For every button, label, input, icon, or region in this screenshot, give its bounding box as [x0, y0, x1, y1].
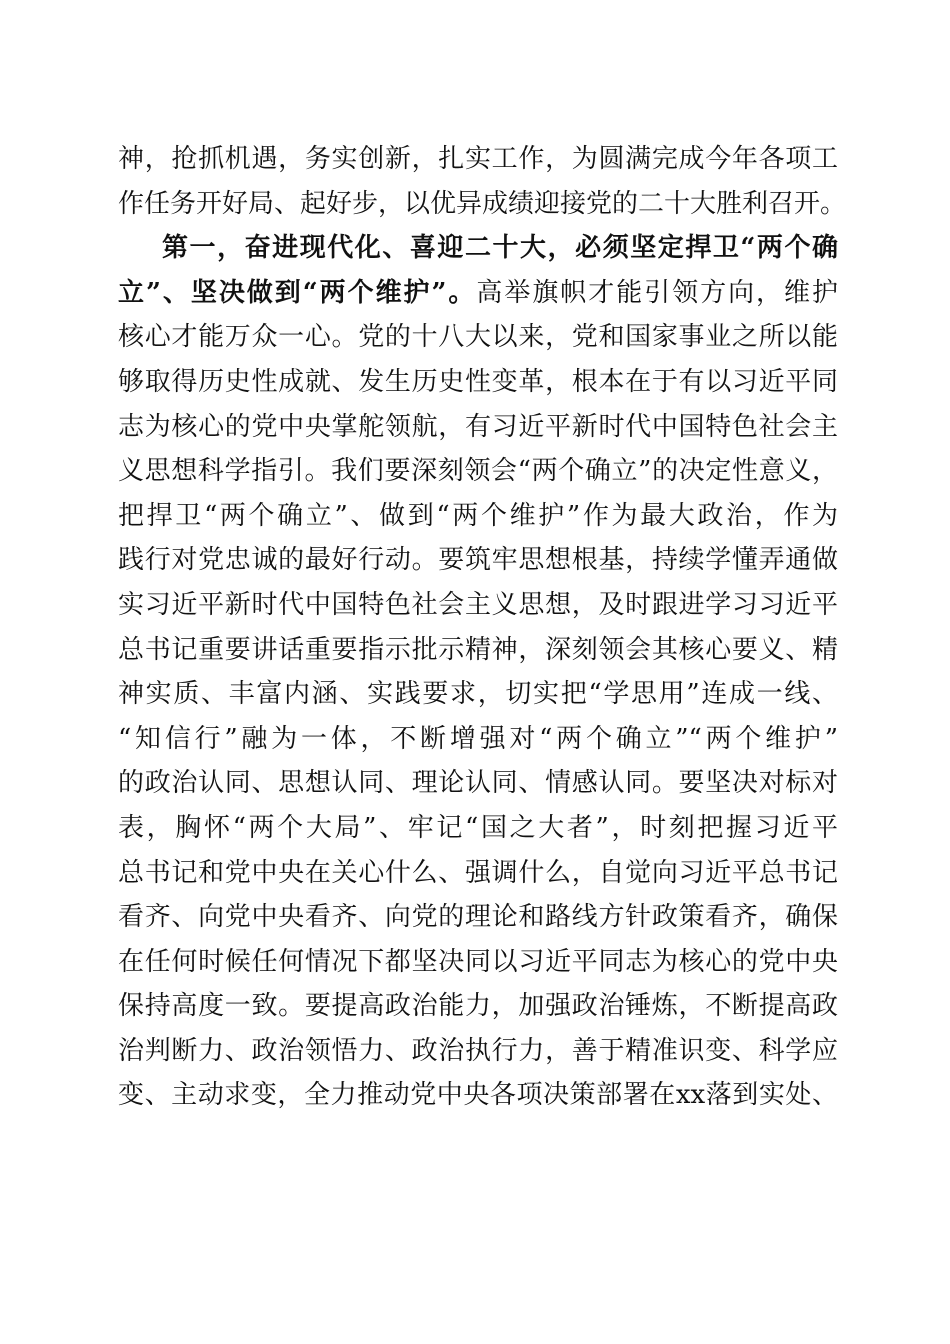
paragraph-2-line: 核心才能万众一心。党的十八大以来，党和国家事业之所以能 [118, 322, 838, 353]
paragraph-2-line: 义思想科学指引。我们要深刻领会“两个确立”的决定性意义， [118, 456, 838, 487]
paragraph-2-line: 实习近平新时代中国特色社会主义思想，及时跟进学习习近平 [118, 589, 838, 620]
paragraph-2-line: 践行对党忠诚的最好行动。要筑牢思想根基，持续学懂弄通做 [118, 545, 838, 576]
paragraph-2-line: 表，胸怀“两个大局”、牢记“国之大者”，时刻把握习近平 [118, 812, 838, 843]
paragraph-2-line: 治判断力、政治领悟力、政治执行力，善于精准识变、科学应 [118, 1035, 838, 1066]
paragraph-2-line: 看齐、向党中央看齐、向党的理论和路线方针政策看齐，确保 [118, 902, 838, 933]
paragraph-1-line-1: 神，抢抓机遇，务实创新，扎实工作，为圆满完成今年各项工 [118, 144, 838, 174]
section-heading-line-1: 第一，奋进现代化、喜迎二十大，必须坚定捍卫“两个确 [162, 233, 838, 264]
paragraph-2-line: 变、主动求变，全力推动党中央各项决策部署在xx落到实处、 [118, 1080, 838, 1111]
paragraph-2-line: 把捍卫“两个确立”、做到“两个维护”作为最大政治，作为 [118, 500, 838, 531]
paragraph-2-line: 的政治认同、思想认同、理论认同、情感认同。要坚决对标对 [118, 768, 838, 799]
paragraph-2-line: 保持高度一致。要提高政治能力，加强政治锤炼，不断提高政 [118, 991, 838, 1022]
section-heading-part-2: 立”、坚决做到“两个维护”。 [118, 277, 477, 308]
paragraph-2-line: 总书记重要讲话重要指示批示精神，深刻领会其核心要义、精 [118, 634, 838, 665]
paragraph-2-line: “知信行”融为一体，不断增强对“两个确立”“两个维护” [118, 723, 838, 754]
paragraph-2-line: 神实质、丰富内涵、实践要求，切实把“学思用”连成一线、 [118, 679, 838, 710]
body-text [118, 137, 847, 1118]
section-heading-line-2 [118, 271, 838, 316]
paragraph-2-line: 够取得历史性成就、发生历史性变革，根本在于有以习近平同 [118, 366, 838, 397]
paragraph-1-line-2: 作任务开好局、起好步，以优异成绩迎接党的二十大胜利召开。 [118, 188, 847, 219]
paragraph-2-line: 志为核心的党中央掌舵领航，有习近平新时代中国特色社会主 [118, 411, 838, 442]
paragraph-2-line: 总书记和党中央在关心什么、强调什么，自觉向习近平总书记 [118, 857, 838, 888]
paragraph-2-line-2-rest: 高举旗帜才能引领方向，维护 [476, 277, 838, 308]
paragraph-2-line: 在任何时候任何情况下都坚决同以习近平同志为核心的党中央 [118, 946, 838, 977]
